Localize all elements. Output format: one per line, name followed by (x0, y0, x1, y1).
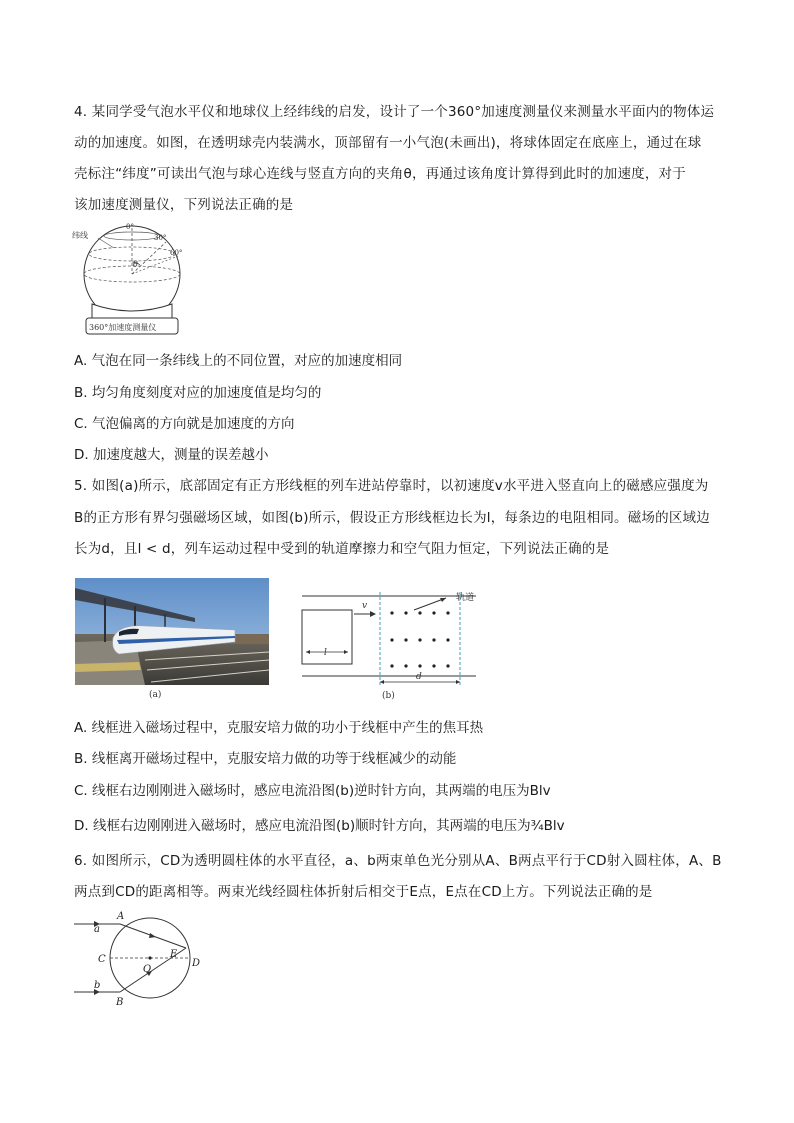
q5-option-a: A. 线框进入磁场过程中，克服安培力做的功小于线框中产生的焦耳热 (74, 720, 484, 736)
label-O: O (143, 964, 152, 975)
q5-option-c: C. 线框右边刚刚进入磁场时，感应电流沿图(b)逆时针方向，其两端的电压为Blv (74, 783, 551, 799)
square-loop (302, 610, 352, 664)
label-track: 轨道 (456, 593, 475, 603)
base-label: 360°加速度测量仪 (89, 323, 157, 332)
q5-line-1: 5. 如图(a)所示，底部固定有正方形线框的列车进站停靠时，以初速度v水平进入竖直向上的磁感应强度为 (74, 478, 709, 494)
label-A: A (117, 911, 125, 922)
leader-line (98, 238, 114, 248)
label-l: l (324, 648, 327, 658)
q6-line-1: 6. 如图所示，CD为透明圆柱体的水平直径，a、b两束单色光分别从A、B两点平行于CD射入圆柱体，A、B (74, 853, 722, 869)
label-30-deg: 30° (154, 234, 167, 242)
angle-line-60 (132, 256, 178, 274)
label-v: v (362, 601, 368, 611)
label-weixian: 纬线 (72, 231, 88, 240)
q5-option-b: B. 线框离开磁场过程中，克服安培力做的功等于线框减少的动能 (74, 751, 457, 767)
label-D: D (192, 958, 201, 969)
q4-line-2: 动的加速度。如图，在透明球壳内装满水，顶部留有一小气泡(未画出)，将球体固定在底座上，通过在球 (74, 135, 702, 151)
accelerometer-figure (70, 222, 190, 340)
q5-line-3: 长为d，且l < d，列车运动过程中受到的轨道摩擦力和空气阻力恒定，下列说法正确的是 (74, 541, 610, 557)
q4-option-c: C. 气泡偏离的方向就是加速度的方向 (74, 416, 295, 432)
q5-line-2: B的正方形有界匀强磁场区域，如图(b)所示，假设正方形线框边长为l，每条边的电阻相同。磁场的区域边 (74, 510, 710, 526)
q6-line-2: 两点到CD的距离相等。两束光线经圆柱体折射后相交于E点，E点在CD上方。下列说法正确的是 (74, 884, 653, 900)
center-o (148, 956, 151, 959)
q5-option-d: D. 线框右边刚刚进入磁场时，感应电流沿图(b)顺时针方向，其两端的电压为¾Blv (74, 818, 565, 834)
label-E: E (170, 949, 178, 960)
q4-line-4: 该加速度测量仪，下列说法正确的是 (74, 197, 294, 213)
q4-option-d: D. 加速度越大，测量的误差越小 (74, 447, 269, 463)
label-60-deg: 60° (170, 249, 183, 257)
field-dots (390, 611, 449, 667)
stand (92, 304, 172, 318)
d-arrow-left (380, 680, 384, 684)
caption-a: (a) (149, 690, 162, 700)
caption-a-wrap (140, 686, 180, 700)
l-arrow-right (344, 650, 348, 654)
label-C: C (98, 954, 106, 965)
magnetic-field-figure (296, 590, 486, 702)
label-B: B (116, 997, 124, 1008)
cylinder-figure (70, 908, 210, 1008)
caption-b: (b) (382, 691, 395, 701)
q4-option-b: B. 均匀角度刻度对应的加速度值是均匀的 (74, 385, 322, 401)
q4-line-3: 壳标注“纬度”可读出气泡与球心连线与竖直方向的夹角θ，再通过该角度计算得到此时的加速度，对于 (74, 166, 686, 182)
train-photo (75, 578, 269, 685)
label-d: d (416, 672, 422, 682)
ray-a-refracted-arrow (149, 933, 156, 938)
velocity-arrowhead (370, 611, 376, 617)
label-theta: θ (133, 260, 138, 269)
d-arrow-right (456, 680, 460, 684)
q4-option-a: A. 气泡在同一条纬线上的不同位置，对应的加速度相同 (74, 353, 403, 369)
angle-line (132, 242, 166, 274)
train-photo-drawing (75, 578, 269, 685)
l-arrow-left (306, 650, 310, 654)
label-b: b (94, 980, 101, 991)
label-0-deg: 0° (126, 223, 134, 231)
q4-line-1: 4. 某同学受气泡水平仪和地球仪上经纬线的启发，设计了一个360°加速度测量仪来测量水平面内的物体运 (74, 104, 715, 120)
label-a: a (94, 924, 100, 935)
